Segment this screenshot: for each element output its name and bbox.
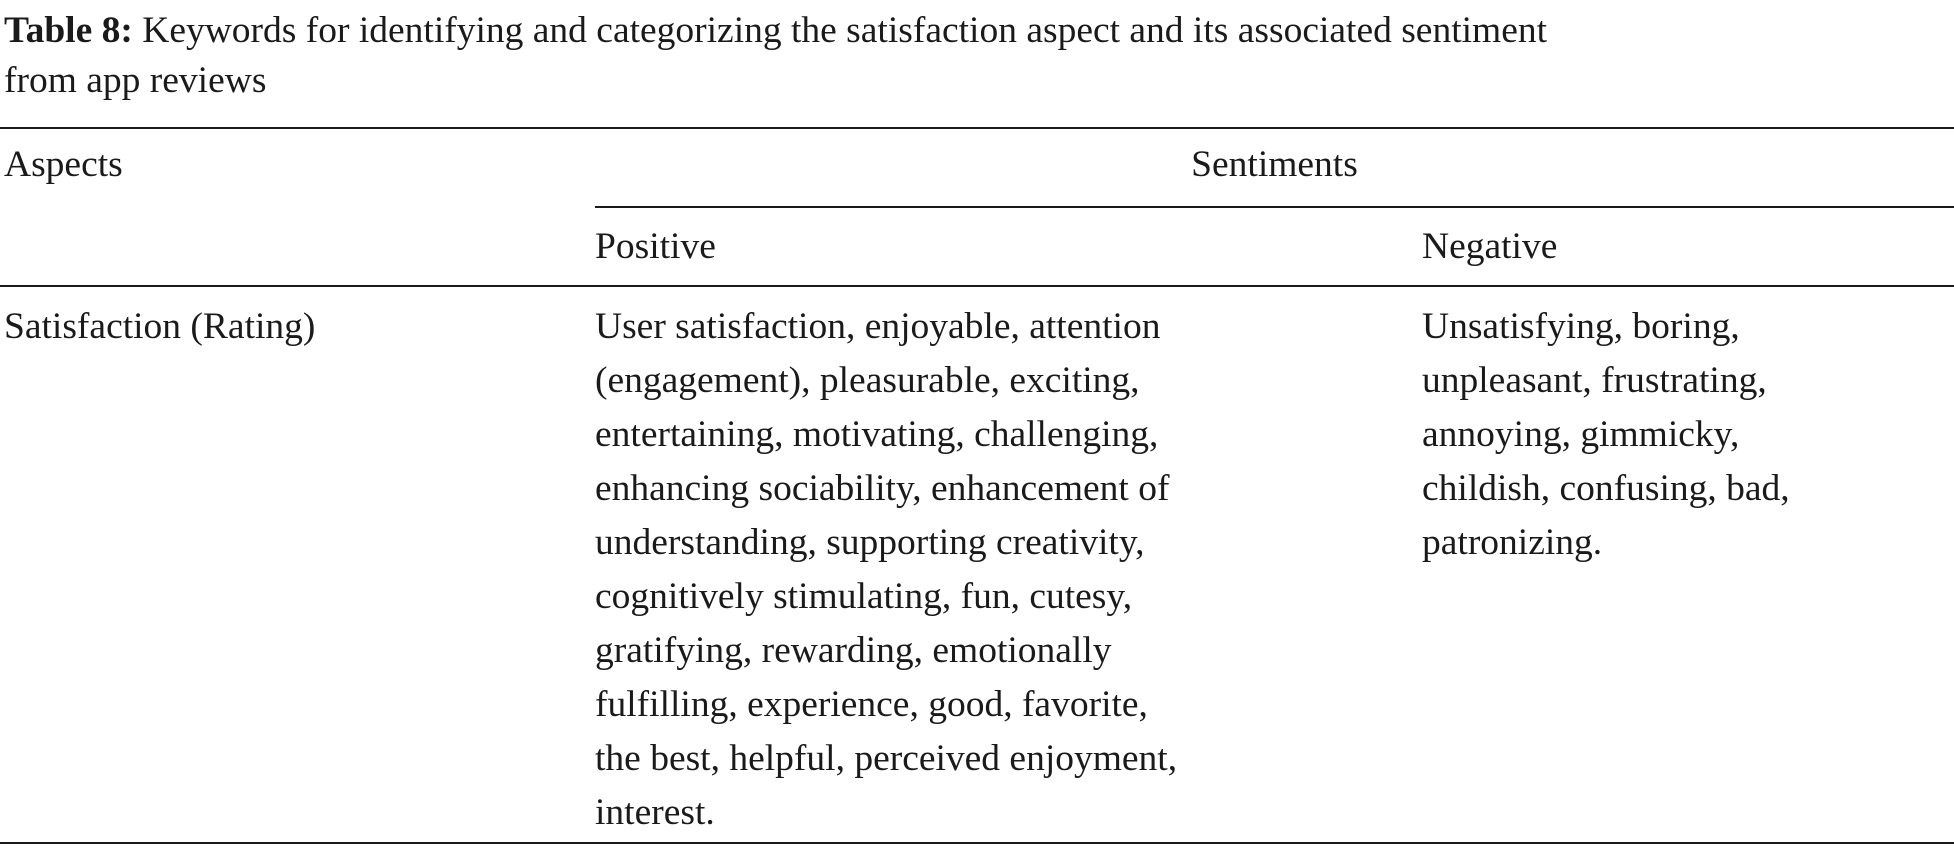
header-negative: Negative [1422, 226, 1558, 267]
negative-keywords-line: unpleasant, frustrating, [1422, 360, 1767, 401]
table-caption [4, 6, 1950, 106]
row-positive-keywords [595, 300, 1355, 840]
table-bottom-rule [0, 842, 1954, 844]
positive-keywords-line: the best, helpful, perceived enjoyment, [595, 738, 1178, 779]
row-aspect-cell: Satisfaction (Rating) [4, 306, 316, 347]
positive-keywords-line: understanding, supporting creativity, [595, 522, 1145, 563]
header-positive: Positive [595, 226, 716, 267]
positive-keywords-line: gratifying, rewarding, emotionally [595, 630, 1112, 671]
caption-text-line2: from app reviews [4, 60, 267, 101]
negative-keywords-line: annoying, gimmicky, [1422, 414, 1740, 455]
positive-keywords-line: interest. [595, 792, 715, 833]
header-bottom-rule [0, 285, 1954, 287]
positive-keywords-line: cognitively stimulating, fun, cutesy, [595, 576, 1133, 617]
negative-keywords-line: childish, confusing, bad, [1422, 468, 1790, 509]
positive-keywords-line: entertaining, motivating, challenging, [595, 414, 1159, 455]
table-top-rule [0, 127, 1954, 129]
header-aspects: Aspects [4, 144, 123, 185]
caption-label: Table 8: [4, 10, 133, 51]
negative-keywords-line: Unsatisfying, boring, [1422, 306, 1740, 347]
positive-keywords-line: fulfilling, experience, good, favorite, [595, 684, 1148, 725]
caption-text-line1: Keywords for identifying and categorizing the satisfaction aspect and its associated sentiment [132, 10, 1548, 51]
header-sentiments: Sentiments [1191, 144, 1358, 185]
row-negative-keywords [1422, 300, 1942, 570]
positive-keywords-line: (engagement), pleasurable, exciting, [595, 360, 1140, 401]
positive-keywords-line: enhancing sociability, enhancement of [595, 468, 1170, 509]
negative-keywords-line: patronizing. [1422, 522, 1603, 563]
positive-keywords-line: User satisfaction, enjoyable, attention [595, 306, 1161, 347]
sentiments-spanner-rule [595, 206, 1954, 208]
